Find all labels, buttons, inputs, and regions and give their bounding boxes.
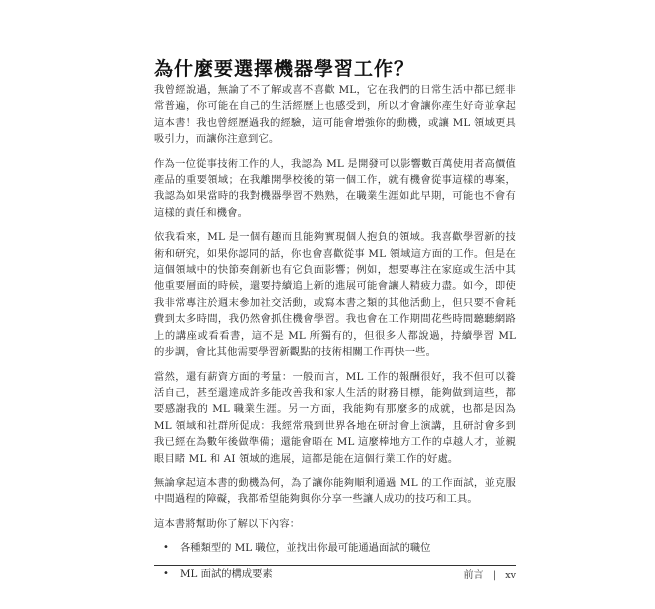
body-text: [154, 82, 516, 591]
bullet-icon: •: [163, 567, 169, 579]
footer-separator: |: [492, 570, 497, 581]
paragraph-2: 作為一位從事技術工作的人，我認為 ML 是開發可以影響數百萬使用者高價值產品的重要領域；在我離開學校後的第一個工作，就有機會從事這樣的專案，我認為如果當時的我對機器學習不熟熟，在職業生涯如此早期，可能也不會有這樣的責任和機會。: [154, 157, 516, 219]
page-footer: [464, 569, 516, 583]
list-item-text: ML 面試的構成要素: [180, 567, 273, 580]
paragraph-3: 依我看來，ML 是一個有趣而且能夠實現個人抱負的領域。我喜歡學習新的技術和研究，如果你認同的話，你也會喜歡從事 ML 領域這方面的工作。但是在這個領域中的快節奏創新也有它負面影響；例如，想要專注在家庭或生活中其他重要層面的時候，還要持續追上新的進展可能會讓人精疲力盡。如今，即使我非常專注於週末參加社交活動，或寫本書之類的其他活動上，但只要不會耗費到太多時間，我仍然會抓住機會學習。我也會在工作期間花些時間聽聽網路上的講座或看看書，這不是 ML 所獨有的，但很多人都說過，持續學習 ML 的步調，會比其他需要學習新觀點的技術相關工作再快一些。: [154, 231, 516, 359]
footer-section-label: 前言: [463, 570, 484, 581]
section-title: 為什麼要選擇機器學習工作？: [154, 58, 415, 80]
bullet-list: [154, 540, 516, 582]
list-item: [154, 566, 516, 582]
list-item: [154, 540, 516, 556]
paragraph-6: 這本書將幫助你了解以下內容：: [154, 517, 301, 530]
bullet-icon: •: [163, 542, 169, 554]
list-item-text: 各種類型的 ML 職位，並找出你最可能通過面試的職位: [180, 542, 431, 555]
paragraph-1: 我曾經說過，無論了不了解或喜不喜歡 ML，它在我們的日常生活中都已經非常普遍，你可能在自己的生活經歷上也感受到，所以才會讓你產生好奇並拿起這本書！我也曾經歷過我的經驗，這可能會增強你的動機，或讓 ML 領域更具吸引力，而讓你注意到它。: [154, 84, 516, 146]
footer-divider: [154, 565, 516, 566]
paragraph-4: 當然，還有薪資方面的考量：一般而言，ML 工作的報酬很好，我不但可以養活自己，甚至還達成許多能改善我和家人生活的財務目標，能夠做到這些，都要感謝我的 ML 職業生涯。另一方面，我能夠有那麼多的成就，也都是因為 ML 領域和社群所促成：我經常飛到世界各地在研討會上演講，且研討會多到我已經在為數年後做準備；還能會晤在 ML 這麼棒地方工作的卓越人才，並親眼目睹 ML 和 AI 領域的進展，這都是能在這個行業工作的好處。: [154, 370, 516, 465]
page-number: xv: [505, 570, 516, 581]
paragraph-5: 無論拿起這本書的動機為何，為了讓你能夠順利通過 ML 的工作面試，並克服中間過程的障礙，我都希望能夠與你分享一些讓人成功的技巧和工具。: [154, 476, 516, 506]
